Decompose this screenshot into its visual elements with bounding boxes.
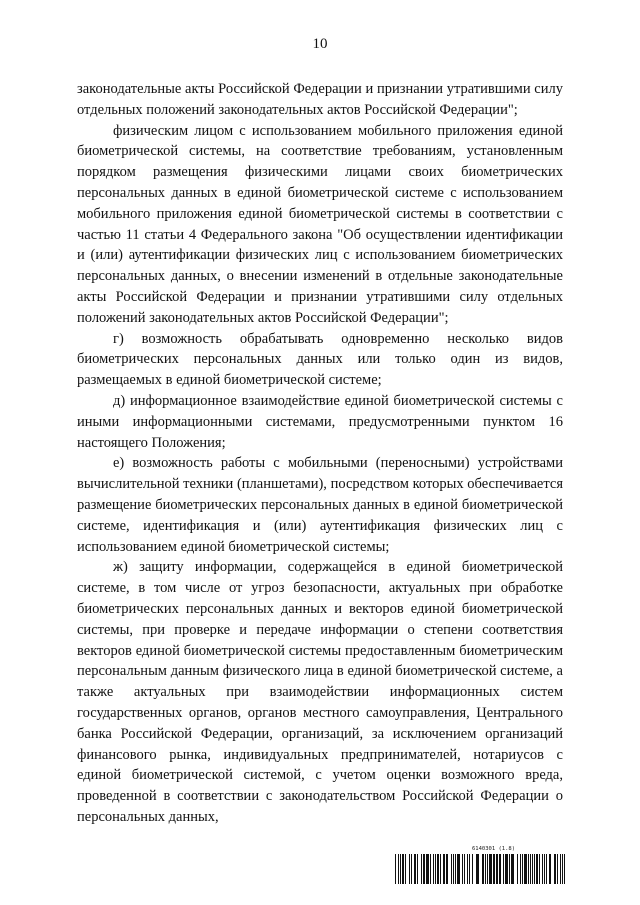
barcode-bar xyxy=(534,854,535,884)
document-code: 6140301 (1.8) xyxy=(472,846,516,852)
barcode-bar xyxy=(496,854,498,884)
paragraph-item-zh: ж) защиту информации, содержащейся в единой биометрической системе, в том числе от угроз безопасности, актуальных при обработке биометрических персональных данных и векторов единой биометрической системы, при проверке и передаче информации о степени соответствия векторов единой биометрической системы предоставленным биометрическим персональным данным физического лица в единой биометрической системе, а также актуальных при взаимодействии информационных систем государственных органов, органов местного самоуправления, Центрального банка Российской Федерации, организаций, за исключением организаций финансового рынка, индивидуальных предпринимателей, нотариусов с единой биометрической системой, с учетом оценки возможного вреда, проведенной в соответствии с законодательством Российской Федерации о персональных данных, xyxy=(77,559,563,825)
barcode-bar xyxy=(417,854,418,884)
barcode-bar xyxy=(457,854,460,884)
barcode-bar xyxy=(493,854,495,884)
barcode-bar xyxy=(451,854,452,884)
barcode-bar xyxy=(400,854,401,884)
paragraph-item-d: д) информационное взаимодействие единой биометрической системы с иными информационными системами, предусмотренными пунктом 16 настоящего Положения; xyxy=(77,392,563,451)
barcode-bar xyxy=(446,854,448,884)
barcode-bar xyxy=(542,854,543,884)
barcode-bar xyxy=(421,854,422,884)
barcode-bar xyxy=(536,854,538,884)
barcode-bar xyxy=(435,854,436,884)
barcode-bar xyxy=(487,854,488,884)
barcode-bar xyxy=(405,854,406,884)
barcode-bar xyxy=(528,854,529,884)
barcode-bar xyxy=(489,854,492,884)
barcode-bar xyxy=(467,854,468,884)
barcode-bar xyxy=(499,854,501,884)
barcode-bar xyxy=(557,854,558,884)
barcode-bar xyxy=(462,854,463,884)
barcode-bar xyxy=(476,854,479,884)
barcode-bar xyxy=(564,854,565,884)
barcode-bar xyxy=(532,854,533,884)
barcode-bar xyxy=(398,854,399,884)
barcode-bar xyxy=(433,854,434,884)
barcode-bar xyxy=(423,854,425,884)
paragraph-mobile-app: физическим лицом с использованием мобильного приложения единой биометрической системы, на соответствие требованиям, установленным порядком размещения физическими лицами своих биометрических персональных данных в единой биометрической системе с использованием мобильного приложения единой биометрической системы в соответствии с частью 11 статьи 4 Федерального закона "Об осуществлении идентификации и (или) аутентификации физических лиц с использованием биометрических персональных данных, о внесении изменений в отдельные законодательные акты Российской Федерации и признании утратившими силу отдельных положений законодательных актов Российской Федерации"; xyxy=(77,122,563,326)
barcode-bar xyxy=(520,854,521,884)
barcode-bar xyxy=(517,854,518,884)
barcode-bar xyxy=(544,854,545,884)
barcode-bar xyxy=(509,854,510,884)
barcode-image xyxy=(395,854,565,884)
page-number: 10 xyxy=(312,36,328,52)
barcode-bar xyxy=(411,854,412,884)
paragraph-item-g: г) возможность обрабатывать одновременно несколько видов биометрических персональных данных или только один из видов, размещаемых в единой биометрической системе; xyxy=(77,330,563,389)
barcode-bar xyxy=(505,854,508,884)
barcode-bar xyxy=(539,854,540,884)
barcode-bar xyxy=(414,854,416,884)
barcode-bar xyxy=(530,854,531,884)
barcode-bar xyxy=(560,854,561,884)
barcode-bar xyxy=(443,854,445,884)
barcode-bar xyxy=(440,854,441,884)
barcode-bar xyxy=(453,854,454,884)
paragraph-item-e: е) возможность работы с мобильными (переносными) устройствами вычислительной техники (планшетами), посредством которых обеспечивается размещение биометрических персональных данных в единой биометрической системе, идентификация и (или) аутентификация физических лиц с использованием единой биометрической системы; xyxy=(77,455,563,555)
barcode-bar xyxy=(549,854,551,884)
barcode-bar xyxy=(395,854,396,884)
barcode-bar xyxy=(485,854,486,884)
barcode-bar xyxy=(522,854,523,884)
barcode-bar xyxy=(430,854,431,884)
barcode-bar xyxy=(546,854,547,884)
barcode-bar xyxy=(464,854,465,884)
barcode-bar xyxy=(482,854,484,884)
barcode-bar xyxy=(472,854,473,884)
barcode-bar xyxy=(469,854,470,884)
document-body xyxy=(77,79,563,828)
barcode-bar xyxy=(562,854,563,884)
barcode-bar xyxy=(426,854,429,884)
paragraph-continuation: законодательные акты Российской Федерации и признании утратившими силу отдельных положений законодательных актов Российской Федерации"; xyxy=(77,81,563,118)
barcode-bar xyxy=(524,854,527,884)
barcode-bar xyxy=(503,854,504,884)
barcode-bar xyxy=(437,854,439,884)
barcode-bar xyxy=(409,854,410,884)
barcode-bar xyxy=(402,854,404,884)
barcode-bar xyxy=(511,854,514,884)
barcode-bar xyxy=(455,854,456,884)
barcode-bar xyxy=(554,854,556,884)
